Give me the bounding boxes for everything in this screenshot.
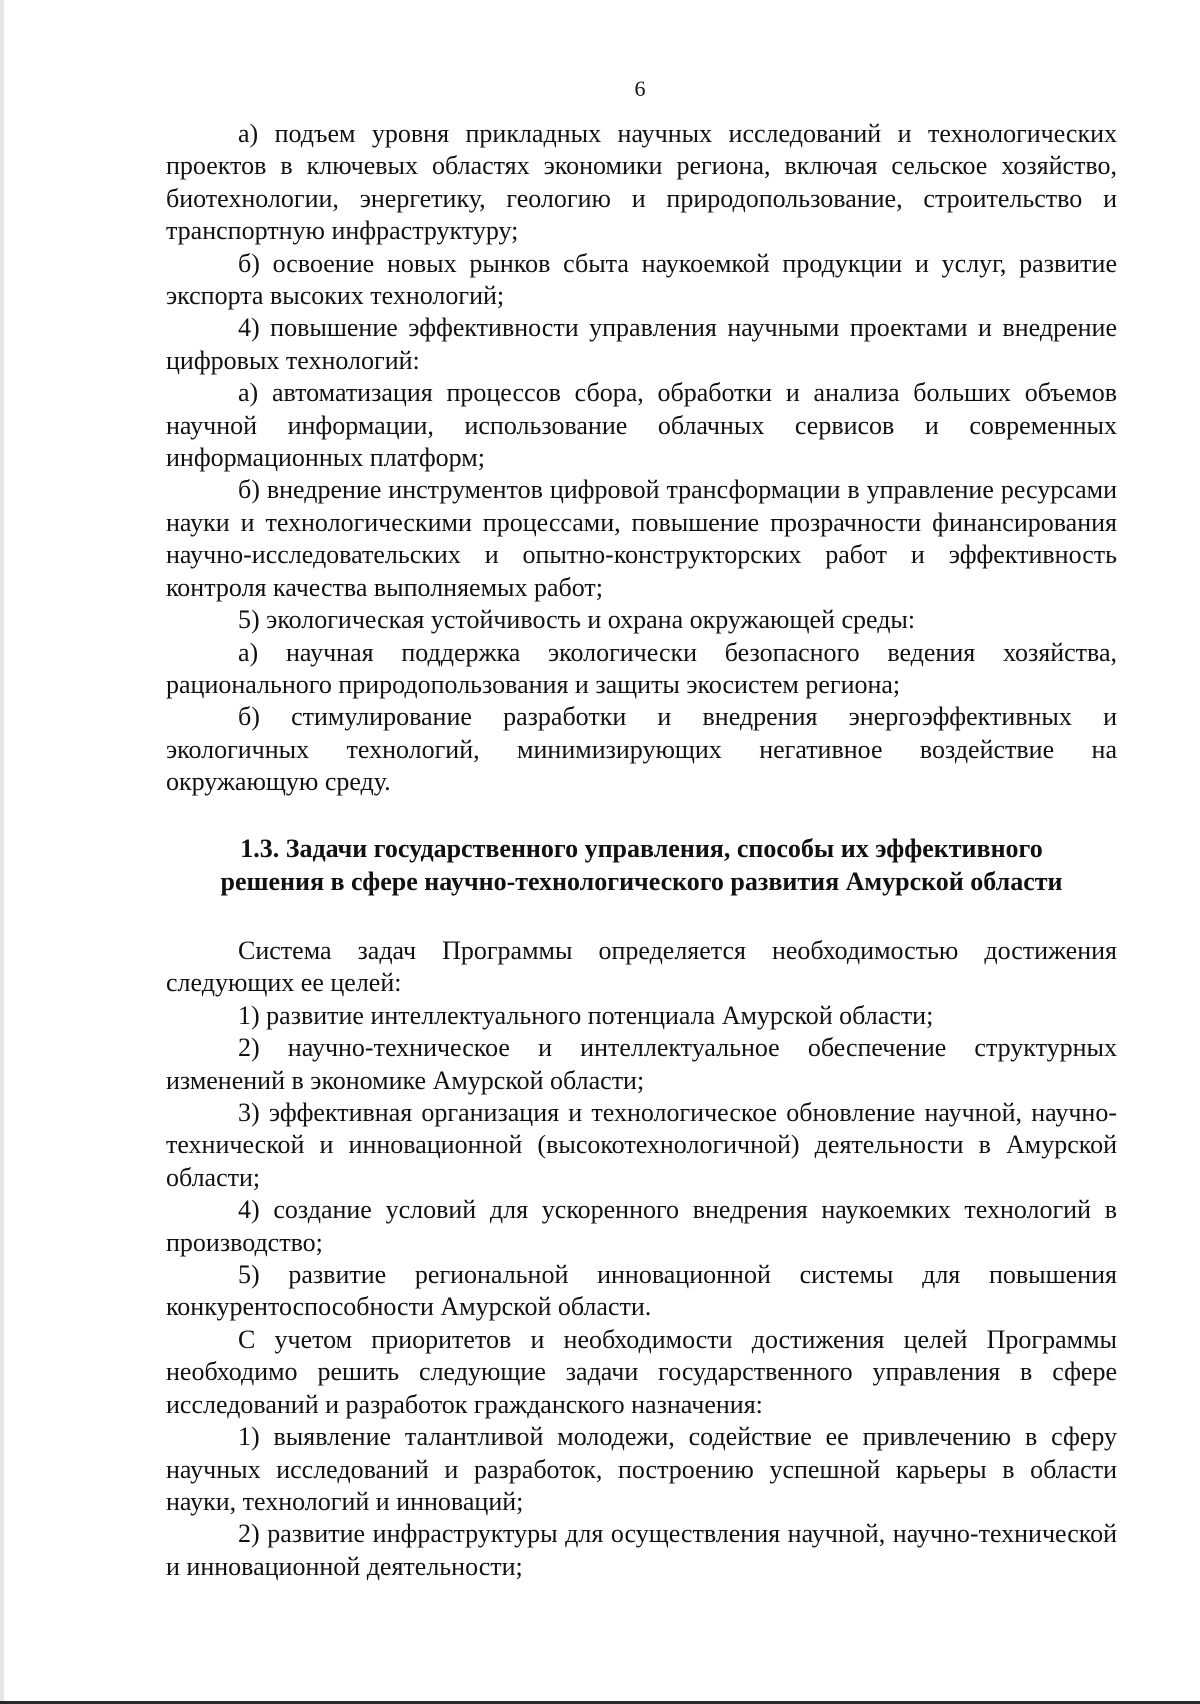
page-number: 6 bbox=[634, 76, 646, 101]
paragraph: б) стимулирование разработки и внедрения энергоэффективных и экологичных технологий, минимизирующих негативное воздействие на окружающую среду. bbox=[166, 702, 1117, 797]
paragraph: С учетом приоритетов и необходимости достижения целей Программы необходимо решить следующие задачи государственного управления в сфере исследований и разработок гражданского назначения: bbox=[166, 1324, 1117, 1419]
section-heading bbox=[166, 832, 1117, 898]
section-heading-line-1: 1.3. Задачи государственного управления, способы их эффективного bbox=[240, 834, 1043, 863]
paragraph: 1) выявление талантливой молодежи, содействие ее привлечению в сферу научных исследований и разработок, построению успешной карьеры в области науки, технологий и инноваций; bbox=[166, 1422, 1117, 1516]
paragraph: а) подъем уровня прикладных научных исследований и технологических проектов в ключевых областях экономики региона, включая сельское хозяйство, биотехнологии, энергетику, геологию и природопользование, строительство и транспортную инфраструктуру; bbox=[166, 119, 1117, 246]
paragraph: 4) повышение эффективности управления научными проектами и внедрение цифровых технологий: bbox=[166, 313, 1117, 375]
paragraph: Система задач Программы определяется необходимостью достижения следующих ее целей: bbox=[166, 936, 1117, 998]
paragraph: 3) эффективная организация и технологическое обновление научной, научно-технической и инновационной (высокотехнологичной) деятельности в Амурской области; bbox=[166, 1098, 1117, 1192]
paragraph: 4) создание условий для ускоренного внедрения наукоемких технологий в производство; bbox=[166, 1195, 1117, 1257]
paragraph: а) научная поддержка экологически безопасного ведения хозяйства, рационального природопользования и защиты экосистем региона; bbox=[166, 637, 1117, 699]
section-1-2-continuation bbox=[166, 118, 1117, 799]
paragraph: б) внедрение инструментов цифровой трансформации в управление ресурсами науки и технологическими процессами, повышение прозрачности финансирования научно-исследовательских и опытно-конструкторских работ и эффективность контроля качества выполняемых работ; bbox=[166, 475, 1117, 602]
section-1-3-body bbox=[166, 935, 1117, 1583]
paragraph: 1) развитие интеллектуального потенциала Амурской области; bbox=[238, 1000, 934, 1030]
paragraph: 2) научно-техническое и интеллектуальное обеспечение структурных изменений в экономике Амурской области; bbox=[166, 1033, 1117, 1095]
paragraph: 5) экологическая устойчивость и охрана окружающей среды: bbox=[238, 605, 916, 635]
paragraph: 2) развитие инфраструктуры для осуществления научной, научно-технической и инновационной деятельности; bbox=[166, 1519, 1117, 1581]
paragraph: 5) развитие региональной инновационной системы для повышения конкурентоспособности Амурской области. bbox=[166, 1260, 1117, 1322]
paragraph: б) освоение новых рынков сбыта наукоемкой продукции и услуг, развитие экспорта высоких технологий; bbox=[166, 248, 1117, 311]
scan-edge-left bbox=[0, 0, 4, 1704]
section-heading-line-2: решения в сфере научно-технологического развития Амурской области bbox=[220, 867, 1063, 896]
paragraph: а) автоматизация процессов сбора, обработки и анализа больших объемов научной информации, использование облачных сервисов и современных информационных платформ; bbox=[166, 378, 1117, 473]
